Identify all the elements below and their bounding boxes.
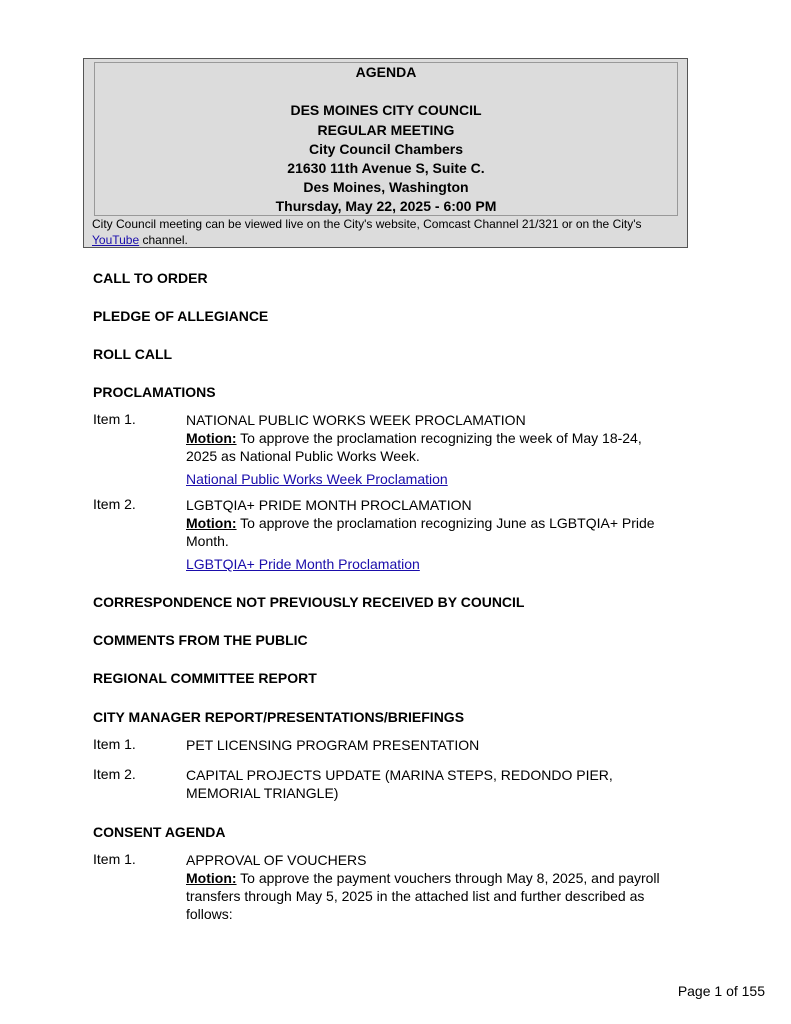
proclamation-item-2-attachment-link[interactable]: LGBTQIA+ Pride Month Proclamation [186,556,420,572]
manager-item-2 [186,766,676,802]
section-regional-report: REGIONAL COMMITTEE REPORT [93,670,317,686]
viewing-note-text: City Council meeting can be viewed live on the City's website, Comcast Channel 21/321 or on the City's [92,217,642,231]
meeting-city: Des Moines, Washington [303,179,469,196]
section-pledge: PLEDGE OF ALLEGIANCE [93,308,269,324]
youtube-link[interactable]: YouTube [92,233,140,247]
viewing-note [92,216,682,248]
meeting-header-box [83,58,688,248]
meeting-header-title-block [94,62,678,216]
section-public-comments: COMMENTS FROM THE PUBLIC [93,632,308,648]
manager-item-1-title: PET LICENSING PROGRAM PRESENTATION [186,737,480,753]
header-blank-line [95,82,677,101]
manager-item-1-number: Item 1. [93,736,136,752]
section-consent-agenda: CONSENT AGENDA [93,824,226,840]
proclamation-item-2-number: Item 2. [93,496,136,512]
consent-item-1-title: APPROVAL OF VOUCHERS [186,852,367,868]
consent-item-1 [186,851,676,923]
manager-item-1 [186,736,676,754]
council-name: DES MOINES CITY COUNCIL [290,102,482,119]
proclamation-item-1-number: Item 1. [93,411,136,427]
manager-item-2-number: Item 2. [93,766,136,782]
manager-item-2-title: CAPITAL PROJECTS UPDATE (MARINA STEPS, REDONDO PIER, MEMORIAL TRIANGLE) [186,767,613,801]
proclamation-item-2-title: LGBTQIA+ PRIDE MONTH PROCLAMATION [186,497,472,513]
motion-label: Motion: [186,515,237,531]
section-correspondence: CORRESPONDENCE NOT PREVIOUSLY RECEIVED BY COUNCIL [93,594,525,610]
proclamation-item-1 [186,411,676,488]
motion-text: To approve the proclamation recognizing the week of May 18-24, 2025 as National Public Works Week. [186,430,642,464]
page-number: Page 1 of 155 [677,983,765,999]
consent-item-1-number: Item 1. [93,851,136,867]
motion-text: To approve the payment vouchers through May 8, 2025, and payroll transfers through May 5, 2025 in the attached list and further described as follows: [186,870,660,922]
viewing-note-end: channel. [139,233,188,247]
meeting-datetime: Thursday, May 22, 2025 - 6:00 PM [275,198,497,215]
meeting-address: 21630 11th Avenue S, Suite C. [287,160,485,176]
proclamation-item-2 [186,496,676,573]
section-city-manager-report: CITY MANAGER REPORT/PRESENTATIONS/BRIEFINGS [93,709,465,725]
agenda-heading: AGENDA [355,64,417,80]
proclamation-item-1-attachment-link[interactable]: National Public Works Week Proclamation [186,471,448,487]
motion-text: To approve the proclamation recognizing June as LGBTQIA+ Pride Month. [186,515,655,549]
meeting-type: REGULAR MEETING [317,121,455,138]
section-proclamations: PROCLAMATIONS [93,384,216,400]
motion-label: Motion: [186,430,237,446]
section-roll-call: ROLL CALL [93,346,173,362]
proclamation-item-1-title: NATIONAL PUBLIC WORKS WEEK PROCLAMATION [186,412,526,428]
motion-label: Motion: [186,870,237,886]
meeting-location: City Council Chambers [308,140,464,157]
section-call-to-order: CALL TO ORDER [93,270,208,286]
